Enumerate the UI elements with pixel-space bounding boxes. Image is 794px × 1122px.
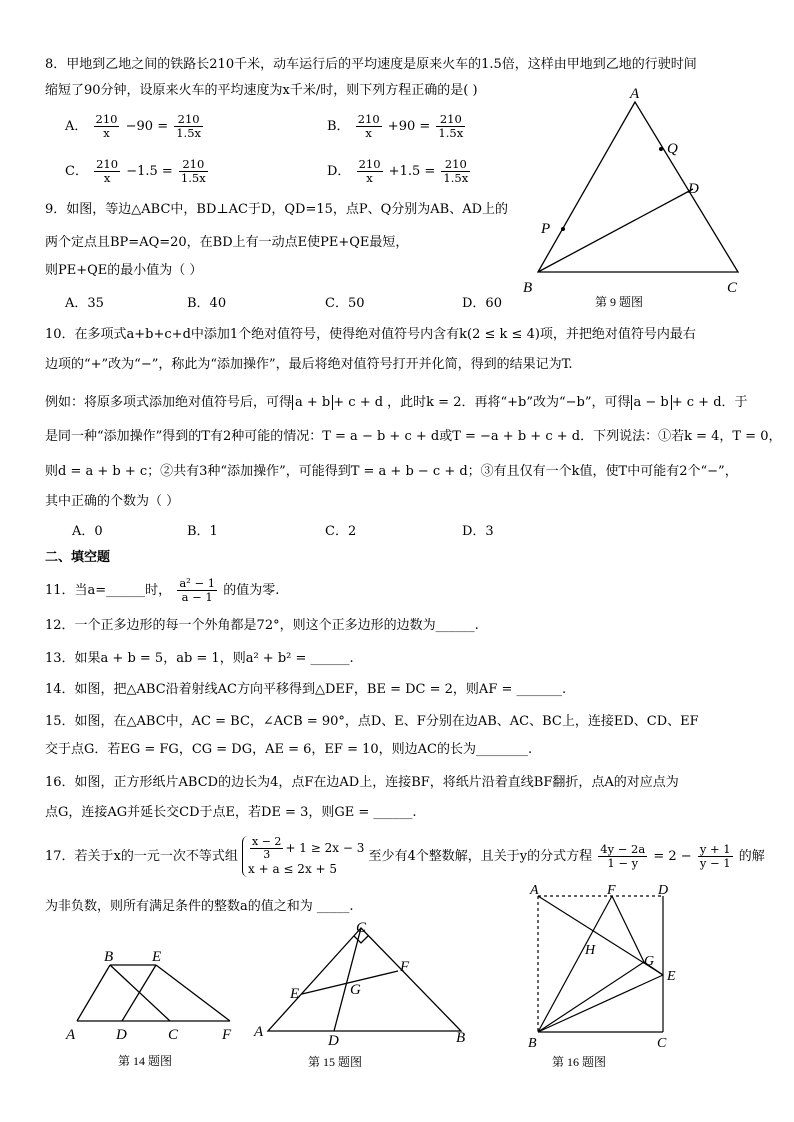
fig16-label-c: C	[657, 1036, 667, 1051]
figure-16	[520, 882, 695, 1072]
fig15-label-g: G	[350, 982, 361, 998]
q10-line4: 是同一种“添加操作”得到的T有2种可能的情况：T = a − b + c + d或T = −a + b + c + d．下列说法：①若k = 4，T = 0，	[45, 429, 782, 444]
q15-line1: 15．如图，在△ABC中，AC = BC，∠ACB = 90°，点D、E、F分别在边AB、AC、BC上，连接ED、CD、EF	[45, 714, 699, 729]
fig16-label-d: D	[658, 883, 669, 898]
q9-line3: 则PE+QE的最小值为（ ）	[45, 263, 203, 278]
section-title-fill-in: 二、填空题	[45, 550, 111, 565]
q13: 13．如果a + b = 5，ab = 1，则a² + b² = ______.	[45, 651, 354, 666]
fig14-label-c: C	[168, 1027, 179, 1043]
q16-line2: 点G，连接AG并延长交CD于点E，若DE = 3，则GE = ______.	[45, 805, 417, 820]
fig15-caption: 第 15 题图	[308, 1055, 363, 1069]
fig15-label-e: E	[290, 986, 300, 1002]
figure-15	[250, 918, 480, 1070]
fig16-label-g: G	[644, 954, 655, 969]
fig15-label-a: A	[254, 1024, 264, 1040]
fig15-label-f: F	[400, 959, 410, 975]
q10-option-a[interactable]: A．0	[72, 524, 103, 539]
fig9-triangle-abc	[538, 102, 738, 272]
q14: 14．如图，把△ABC沿着射线AC方向平移得到△DEF，BE = DC = 2，则AF = _______.	[45, 682, 567, 697]
fig14-label-e: E	[152, 949, 162, 965]
q17-inequality-system: $\frac{x - 2}{3}$ + 1 ≥ 2x − 3 x + a ≤ 2x + 5	[242, 836, 364, 877]
q8-option-c[interactable]: C． $\frac{210}{x}$ −1.5 = $\frac{210}{1.5x}$	[65, 157, 206, 185]
q8-line2: 缩短了90分钟，设原来火车的平均速度为x千米/时，则下列方程正确的是( )	[45, 83, 478, 98]
q10-line2: 边项的“+”改为“−”，称此为“添加操作”，最后将绝对值符号打开并化简，得到的结果记为T.	[45, 357, 573, 372]
fig15-label-b: B	[456, 1030, 466, 1046]
q9-option-a[interactable]: A．35	[65, 296, 104, 311]
q8-option-a[interactable]: A． $\frac{210}{x}$ −90 = $\frac{210}{1.5x}$	[65, 112, 202, 140]
fig9-label-d: D	[688, 181, 699, 197]
q11: 11．当a=______时， $\frac{\text{a² − 1}}{a - 1}$ 的值为零.	[45, 576, 280, 604]
fig15-label-c: C	[356, 920, 367, 936]
q8-option-d[interactable]: D． $\frac{210}{x}$ +1.5 = $\frac{210}{1.5x}$	[327, 157, 469, 185]
q9-option-b[interactable]: B．40	[187, 296, 227, 311]
fig16-label-e: E	[667, 969, 676, 984]
q10-line6: 其中正确的个数为（ ）	[45, 494, 180, 509]
fig14-caption: 第 14 题图	[118, 1054, 173, 1068]
fig9-label-p: P	[541, 221, 551, 237]
q17-line2: 为非负数，则所有满足条件的整数a的值之和为 _____.	[45, 899, 354, 914]
fig16-label-f: F	[607, 883, 616, 898]
fig16-label-a: A	[530, 883, 539, 898]
fig9-point-q	[659, 147, 663, 151]
q10-line1: 10．在多项式a+b+c+d中添加1个绝对值符号，使得绝对值符号内含有k(2 ≤ k ≤ 4)项，并把绝对值符号内最右	[45, 327, 696, 342]
q15-line2: 交于点G．若EG = FG，CG = DG，AE = 6，EF = 10，则边AC的长为________.	[45, 742, 533, 757]
q17-line1: 17．若关于x的一元一次不等式组 $\frac{x - 2}{3}$ + 1 ≥ 2x − 3 x + a ≤ 2x + 5 至少有4个整数解，且关于y的分式方程 $\frac{4y - 2a}{1 - y}$ = 2 − $\frac{y + 1}{y - 1}$ 的解	[45, 835, 765, 876]
fig14-label-d: D	[116, 1027, 127, 1043]
fig15-label-d: D	[328, 1033, 339, 1049]
q9-option-d[interactable]: D．60	[462, 296, 502, 311]
fig16-caption: 第 16 题图	[552, 1055, 607, 1069]
fig9-caption: 第 9 题图	[595, 295, 644, 309]
q10-line3: 例如：将原多项式添加绝对值符号后，可得 a + b + c + d ，此时k = 2．再将“+b”改为“−b”，可得 a − b + c + d．于	[45, 395, 748, 410]
fig16-label-b: B	[528, 1036, 537, 1051]
figure-14	[60, 945, 250, 1070]
fig14-label-b: B	[104, 949, 114, 965]
q9-option-c[interactable]: C．50	[325, 296, 365, 311]
fig9-label-b: B	[523, 280, 533, 296]
q16-line1: 16．如图，正方形纸片ABCD的边长为4，点F在边AD上，连接BF，将纸片沿着直线BF翻折，点A的对应点为	[45, 775, 679, 790]
fig9-label-a: A	[630, 86, 640, 102]
q10-line5: 则d = a + b + c；②共有3种“添加操作”，可能得到T = a + b − c + d；③有且仅有一个k值，使T中可能有2个“−”，	[45, 464, 738, 479]
q9-line2: 两个定点且BP=AQ=20，在BD上有一动点E使PE+QE最短，	[45, 235, 409, 250]
fig9-label-c: C	[727, 280, 738, 296]
q10-option-d[interactable]: D．3	[462, 524, 494, 539]
fig14-label-a: A	[66, 1027, 76, 1043]
figure-9	[515, 80, 755, 315]
q8-option-b[interactable]: B． $\frac{210}{x}$ +90 = $\frac{210}{1.5x}$	[327, 112, 464, 140]
q10-option-c[interactable]: C．2	[325, 524, 357, 539]
q9-line1: 9．如图，等边△ABC中，BD⊥AC于D，QD=15，点P、Q分别为AB、AD上的	[45, 202, 509, 217]
fig9-point-p	[561, 227, 565, 231]
q12: 12．一个正多边形的每一个外角都是72°，则这个正多边形的边数为______.	[45, 618, 479, 633]
fig16-label-h: H	[585, 943, 596, 958]
fig14-label-f: F	[222, 1027, 232, 1043]
q10-option-b[interactable]: B．1	[187, 524, 218, 539]
fig9-label-q: Q	[667, 141, 678, 157]
q8-line1: 8．甲地到乙地之间的铁路长210千米，动车运行后的平均速度是原来火车的1.5倍，这样由甲地到乙地的行驶时间	[45, 57, 697, 72]
